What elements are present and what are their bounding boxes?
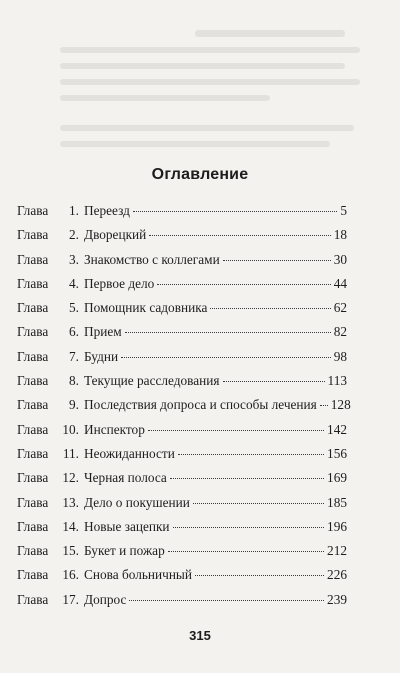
toc-entry xyxy=(17,349,347,373)
chapter-number: 13 . xyxy=(57,495,79,511)
chapter-number: 16 . xyxy=(57,567,79,583)
chapter-title: Черная полоса xyxy=(84,470,167,486)
dot-leader xyxy=(210,308,330,309)
toc-entry xyxy=(17,519,347,543)
chapter-number: 6 . xyxy=(57,324,79,340)
toc-entry xyxy=(17,446,347,470)
toc-entry xyxy=(17,543,347,567)
toc-entry xyxy=(17,276,347,300)
chapter-number: 17 . xyxy=(57,592,79,608)
chapter-page: 5 xyxy=(340,203,347,218)
chapter-word: Глава xyxy=(17,227,49,243)
chapter-word: Глава xyxy=(17,203,49,218)
chapter-page: 239 xyxy=(327,591,347,607)
chapter-word: Глава xyxy=(17,397,49,413)
chapter-page: 62 xyxy=(333,300,347,316)
chapter-page: 82 xyxy=(333,324,347,340)
chapter-title: Неожиданности xyxy=(84,445,175,461)
chapter-page: 212 xyxy=(327,543,347,559)
toc-entry xyxy=(17,300,347,324)
chapter-page: 226 xyxy=(327,567,347,583)
toc-entry xyxy=(17,397,351,421)
dot-leader xyxy=(223,381,325,382)
chapter-title: Дворецкий xyxy=(84,227,147,243)
bleed-through-text xyxy=(60,20,360,140)
chapter-word: Глава xyxy=(17,591,49,607)
chapter-title: Первое дело xyxy=(84,275,155,291)
dot-leader xyxy=(170,478,324,479)
chapter-number: 8 . xyxy=(57,373,79,389)
chapter-title: Букет и пожар xyxy=(84,543,165,559)
page-number: 315 xyxy=(189,628,211,643)
chapter-number: 12 . xyxy=(57,470,79,486)
toc-entry xyxy=(17,203,347,227)
toc-entry xyxy=(17,470,347,494)
chapter-number: 5 . xyxy=(57,300,79,316)
dot-leader xyxy=(149,235,330,236)
toc-heading: Оглавление xyxy=(151,166,249,183)
chapter-title: Текущие расследования xyxy=(84,373,220,389)
chapter-word: Глава xyxy=(17,251,49,267)
chapter-title: Переезд xyxy=(84,203,130,218)
dot-leader xyxy=(195,575,324,576)
dot-leader xyxy=(121,357,331,358)
chapter-word: Глава xyxy=(17,543,49,559)
chapter-word: Глава xyxy=(17,348,49,364)
chapter-number: 1 . xyxy=(57,203,79,219)
chapter-number: 3 . xyxy=(57,252,79,268)
chapter-number: 15 . xyxy=(57,543,79,559)
dot-leader xyxy=(133,211,337,212)
chapter-number: 9 . xyxy=(57,397,79,413)
dot-leader xyxy=(193,503,324,504)
chapter-title: Дело о покушении xyxy=(84,494,190,510)
chapter-page: 18 xyxy=(333,227,347,243)
toc-entry xyxy=(17,324,347,348)
chapter-page: 113 xyxy=(327,373,347,389)
chapter-word: Глава xyxy=(17,470,49,486)
chapter-page: 128 xyxy=(330,397,351,413)
chapter-page: 142 xyxy=(327,421,347,437)
chapter-number: 4 . xyxy=(57,276,79,292)
dot-leader xyxy=(125,332,331,333)
chapter-page: 196 xyxy=(327,518,347,534)
chapter-title: Помощник садовника xyxy=(84,300,208,316)
chapter-number: 7 . xyxy=(57,349,79,365)
chapter-title: Новые зацепки xyxy=(84,518,170,534)
chapter-word: Глава xyxy=(17,300,49,316)
chapter-title: Последствия допроса и способы лечения xyxy=(84,397,317,413)
toc-entry xyxy=(17,422,347,446)
toc-entry xyxy=(17,373,347,397)
dot-leader xyxy=(178,454,324,455)
chapter-page: 98 xyxy=(333,348,347,364)
chapter-number: 2 . xyxy=(57,227,79,243)
table-of-contents xyxy=(17,203,351,616)
chapter-title: Снова больничный xyxy=(84,567,192,583)
chapter-word: Глава xyxy=(17,494,49,510)
dot-leader xyxy=(320,405,328,406)
dot-leader xyxy=(129,600,324,601)
chapter-word: Глава xyxy=(17,445,49,461)
dot-leader xyxy=(168,551,324,552)
chapter-title: Знакомство с коллегами xyxy=(84,251,220,267)
chapter-word: Глава xyxy=(17,421,49,437)
toc-entry xyxy=(17,252,347,276)
chapter-word: Глава xyxy=(17,373,49,389)
chapter-number: 11 . xyxy=(57,446,79,462)
chapter-page: 185 xyxy=(327,494,347,510)
chapter-title: Инспектор xyxy=(84,421,145,437)
chapter-page: 156 xyxy=(327,445,347,461)
dot-leader xyxy=(173,527,324,528)
toc-entry xyxy=(17,592,347,616)
chapter-word: Глава xyxy=(17,567,49,583)
chapter-number: 14 . xyxy=(57,519,79,535)
dot-leader xyxy=(157,284,330,285)
toc-entry xyxy=(17,227,347,251)
toc-entry xyxy=(17,495,347,519)
dot-leader xyxy=(148,430,324,431)
dot-leader xyxy=(223,260,331,261)
chapter-page: 169 xyxy=(327,470,347,486)
chapter-title: Допрос xyxy=(84,591,127,607)
chapter-title: Прием xyxy=(84,324,122,340)
chapter-number: 10 . xyxy=(57,422,79,438)
chapter-page: 30 xyxy=(333,251,347,267)
chapter-word: Глава xyxy=(17,324,49,340)
chapter-word: Глава xyxy=(17,518,49,534)
chapter-page: 44 xyxy=(333,275,347,291)
chapter-word: Глава xyxy=(17,275,49,291)
toc-entry xyxy=(17,567,347,591)
chapter-title: Будни xyxy=(84,348,119,364)
